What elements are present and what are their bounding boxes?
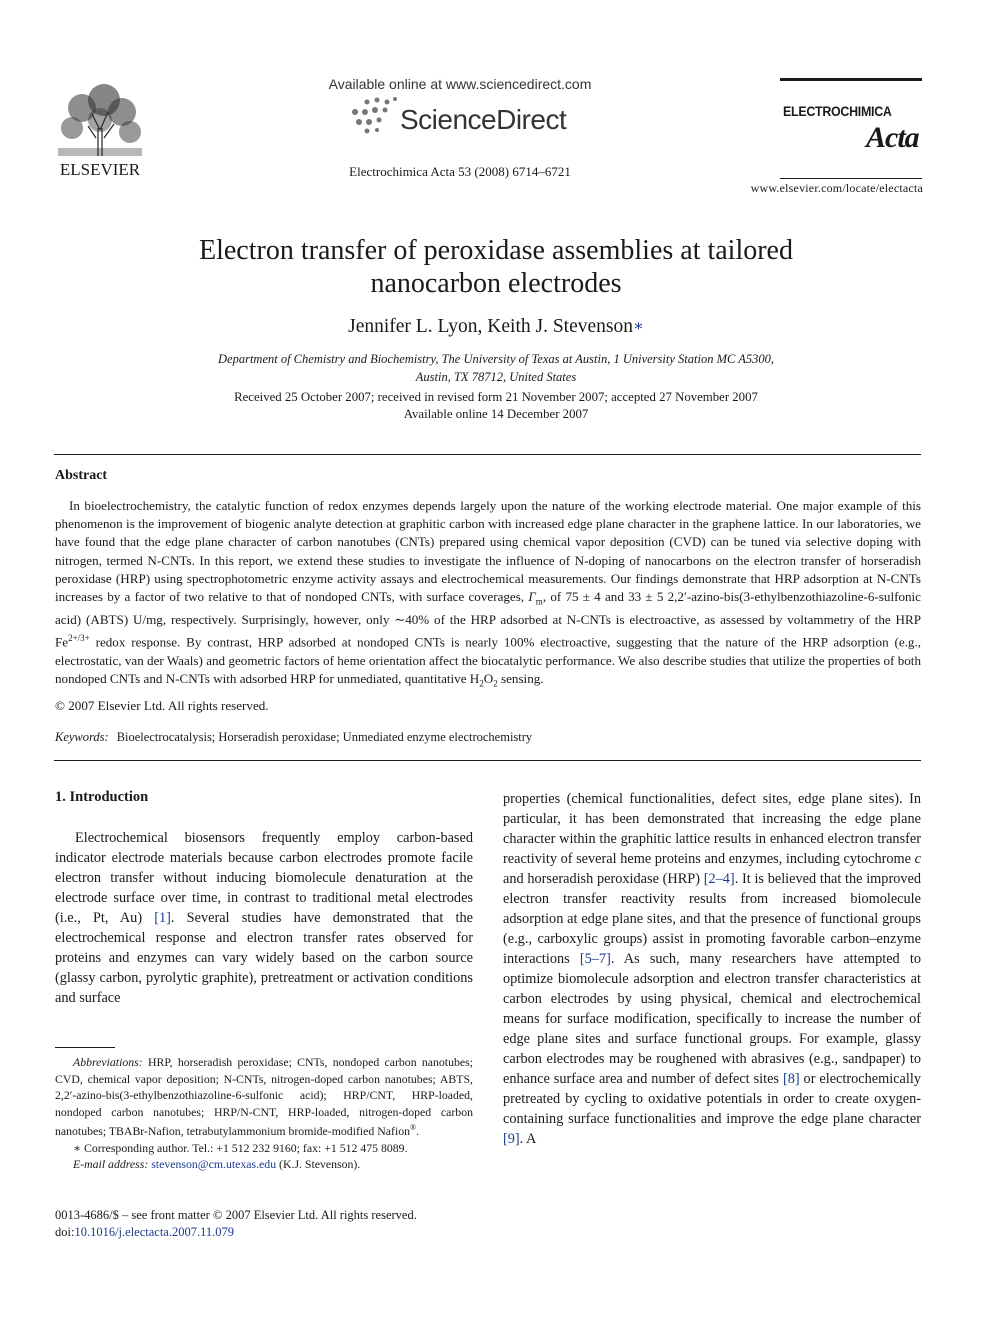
reference-link[interactable]: [8]: [782, 1071, 800, 1087]
doi-link[interactable]: 10.1016/j.electacta.2007.11.079: [74, 1225, 235, 1239]
authors: [120, 316, 872, 338]
affiliation-line-2: Austin, TX 78712, United States: [415, 370, 577, 384]
divider-top: [54, 454, 921, 455]
journal-logo-line1: ELECTROCHIMICA: [783, 104, 892, 119]
divider-middle: [54, 760, 921, 761]
abstract-paragraph: In bioelectrochemistry, the catalytic function of redox enzymes depends largely upon the nature of the working electrode material. One major example of this phenomenon is the improvement of biogenic analyte detection at graphitic carbon with increased edge plane character in the graphene lattice. In our laboratories, we have found that the edge plane character of carbon nanotubes (CNTs) prepared using chemical vapor deposition (CVD) can be tuned via selective doping with nitrogen, termed N-CNTs. In this report, we extend these studies to investigate the influence of N-doping of nanocarbons on the electron transfer of horseradish peroxidase (HRP) using spectrophotometric enzyme activity assays and electrochemical measurements. Our findings demonstrate that HRP adsorption at N-CNTs increases by a factor of two relative to that of nondoped CNTs, with surface coverages, $\Gamma_m$, of 75 ± 4 and 33 ± 5 2,2′-azino-bis(3-ethylbenzothiazoline-6-sulfonic acid) (ABTS) U/mg, respectively. Surprisingly, however, only ∼40% of the HRP adsorbed at N-CNTs is electroactive, as assessed by voltammetry of the HRP $Fe^{2+/3+}$ redox response. By contrast, HRP adsorbed at nondoped CNTs is nearly 100% electroactive, suggesting that the nature of the HRP adsorption (e.g., electrostatic, van der Waals) and geometric factors of heme orientation affect the biocatalytic performance. We also describe studies that utilize the properties of both nondoped CNTs and N-CNTs with adsorbed HRP for unmediated, quantitative $H_2O_2$ sensing.: [55, 498, 921, 689]
abstract-heading: Abstract: [55, 468, 108, 483]
front-matter-line: 0013-4686/$ – see front matter © 2007 Elsevier Ltd. All rights reserved.: [55, 1208, 417, 1222]
journal-citation: Electrochimica Acta 53 (2008) 6714–6721: [349, 164, 571, 179]
journal-rule-top: [780, 78, 922, 81]
footnotes: [55, 1054, 473, 1173]
page-footer: [55, 1207, 417, 1241]
reference-link[interactable]: [1]: [154, 910, 171, 926]
abstract-body: [55, 497, 921, 693]
received-dates: Received 25 October 2007; received in revised form 21 November 2007; accepted 27 November 2007: [234, 390, 758, 404]
doi-line: doi:10.1016/j.electacta.2007.11.079: [55, 1225, 235, 1239]
journal-logo-line2: Acta: [866, 121, 919, 154]
available-online-text: Available online at www.sciencedirect.com: [328, 76, 592, 92]
elsevier-logo: [52, 78, 148, 178]
affiliation: [120, 350, 872, 386]
body-paragraph: Electrochemical biosensors frequently employ carbon-based indicator electrode materials because carbon electrodes promote facile electron transfer without inducing biomolecule denaturation at the electrode surface over time, in contrast to traditional metal electrodes (i.e., Pt, Au) [1]. Several studies have demonstrated that the electrochemical response and electron transfer rates observed for proteins and enzymes can vary widely based on the carbon source (glassy carbon, pyrolytic graphite), pretreatment or activation conditions and surface: [55, 830, 473, 1006]
section-heading-introduction: 1. Introduction: [55, 789, 149, 805]
affiliation-line-1: Department of Chemistry and Biochemistry, The University of Texas at Austin, 1 University Station MC A5300,: [218, 352, 774, 366]
article-dates: [120, 389, 872, 423]
sciencedirect-logo-text: ScienceDirect: [400, 104, 567, 135]
title-line-2: nanocarbon electrodes: [370, 268, 622, 299]
reference-link[interactable]: [2–4]: [703, 871, 735, 887]
keywords: [55, 730, 532, 745]
reference-link[interactable]: [5–7]: [579, 951, 611, 967]
abstract-copyright: © 2007 Elsevier Ltd. All rights reserved.: [55, 698, 269, 713]
reference-link[interactable]: [9]: [503, 1131, 520, 1147]
body-column-right: [503, 789, 921, 1149]
svg-text:ELSEVIER: ELSEVIER: [59, 160, 141, 178]
body-paragraph: properties (chemical functionalities, defect sites, edge plane sites). In particular, it has been demonstrated that increasing the edge plane character within the graphitic lattice results in enhanced electron transfer reactivity of several heme proteins and enzymes, including cytochrome c and horseradish peroxidase (HRP) [2–4]. It is believed that the improved electron transfer reactivity results from increased biomolecule adsorption at edge plane sites, and that the presence of functional groups (e.g., carboxylic groups) assist in promoting favorable carbon–enzyme interactions [5–7]. As such, many researchers have attempted to optimize biomolecule adsorption and electron transfer characteristics at carbon electrodes by using physical, chemical and electrochemical means for surface modification, specifically to increase the number of edge plane sites and surface functional groups. For example, glassy carbon electrodes may be roughened with abrasives (e.g., sandpaper) to enhance surface area and number of defect sites [8] or electrochemically pretreated by cycling to oxidative potentials in order to create oxygen-containing surface functionalities and improve the edge plane character [9]. A: [503, 791, 922, 1147]
article-title: [120, 234, 872, 300]
journal-rule-bottom: [780, 178, 922, 179]
abbreviations-footnote: Abbreviations: HRP, horseradish peroxidase; CNTs, nondoped carbon nanotubes; CVD, chemical vapor deposition; N-CNTs, nitrogen-doped carbon nanotubes; ABTS, 2,2′-azino-bis(3-ethylbenzothiazoline-6-sulfonic acid); HRP/CNT, HRP-loaded, nondoped carbon nanotubes; HRP/N-CNT, HRP-loaded, nitrogen-doped carbon nanotubes; TBABr-Nafion, tetrabutylammonium bromide-modified Nafion®.: [55, 1055, 473, 1139]
keywords-text: Bioelectrocatalysis; Horseradish peroxidase; Unmediated enzyme electrochemistry: [116, 730, 533, 744]
journal-url: www.elsevier.com/locate/electacta: [750, 181, 923, 195]
email-footnote: E-mail address: stevenson@cm.utexas.edu (K.J. Stevenson).: [73, 1157, 361, 1172]
corresponding-author-footnote: ∗ Corresponding author. Tel.: +1 512 232 9160; fax: +1 512 475 8089.: [73, 1140, 408, 1155]
footnote-rule: [55, 1047, 115, 1048]
available-online-date: Available online 14 December 2007: [403, 407, 589, 421]
corresponding-author-link[interactable]: ∗: [633, 318, 644, 335]
email-link[interactable]: stevenson@cm.utexas.edu: [151, 1157, 277, 1172]
title-line-1: Electron transfer of peroxidase assemblies at tailored: [199, 235, 793, 266]
keywords-label: Keywords:: [55, 730, 109, 744]
author-names: Jennifer L. Lyon, Keith J. Stevenson: [348, 316, 633, 337]
body-column-left: [55, 828, 473, 1008]
